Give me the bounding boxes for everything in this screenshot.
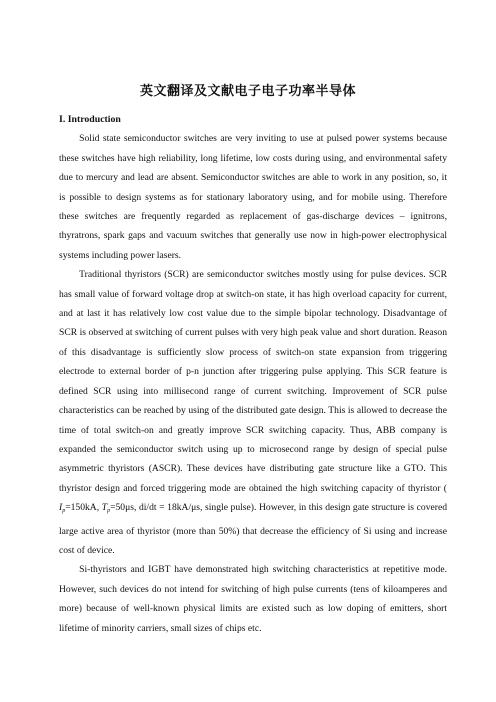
tp-letter: T bbox=[101, 502, 108, 514]
tp-value: =50μs, di/dt = 18kA/μs, bbox=[110, 502, 203, 514]
ip-value: =150kA, bbox=[65, 502, 100, 514]
ip-subscript: p bbox=[62, 508, 66, 515]
paragraph-3: Si-thyristors and IGBT have demonstrated high switching characteristics at repetitive mode. However, such devices do not intend for switching of high pulse currents (tens of kiloamperes and more) because of well-known physical limits are existed such as low doping of emitters, short lifetime of minority carriers, small sizes of chips etc. bbox=[59, 564, 447, 634]
paragraph-2-tail: single pulse). However, in this design gate structure is covered large active area of thyristor (more than 50%) that decrease the efficiency of Si using and increase cost of device. bbox=[59, 502, 447, 556]
tp-subscript: p bbox=[107, 508, 111, 515]
ip-letter: I bbox=[59, 502, 63, 514]
section-heading: I. Introduction bbox=[59, 114, 121, 125]
paragraph-1: Solid state semiconductor switches are very inviting to use at pulsed power systems because these switches have high reliability, long lifetime, low costs during using, and environmental safety due to mercury and lead are absent. Semiconductor switches are able to work in any position, so, it is possible to design systems as for stationary laboratory using, and for mobile using. Therefore these switches are frequently regarded as replacement of gas-discharge devices – ignitrons, thyratrons, spark gaps and vacuum switches that generally use now in high-power electrophysical systems including power lasers. bbox=[59, 133, 447, 261]
paragraph-2-text: Traditional thyristors (SCR) are semiconductor switches mostly using for pulse devices. SCR has small value of forward voltage drop at switch-on state, it has high overload capacity for current, and at last it has relatively low cost value due to the simple bipolar technology. Disadvantage of SCR is observed at switching of current pulses with very high peak value and short duration. Reason of this disadvantage is sufficiently slow process of switch-on state expansion from triggering electrode to external border of p-n junction after triggering pulse applying. This SCR feature is defined SCR using into millisecond range of current switching. Improvement of SCR pulse characteristics can be reached by using of the distributed gate design. This is allowed to decrease the time of total switch-on and greatly improve SCR switching capacity. Thus, ABB company is expanded the semiconductor switch using up to microsecond range by design of special pulse asymmetric thyristors (ASCR). These devices have distributing gate structure like a GTO. This thyristor design and forced triggering mode are obtained the high switching capacity of thyristor ( bbox=[59, 269, 447, 494]
tp-symbol bbox=[102, 502, 110, 513]
document-title: 英文翻译及文献电子电子功率半导体 bbox=[139, 84, 356, 99]
document-body bbox=[59, 110, 447, 638]
paragraph-2 bbox=[59, 265, 447, 560]
